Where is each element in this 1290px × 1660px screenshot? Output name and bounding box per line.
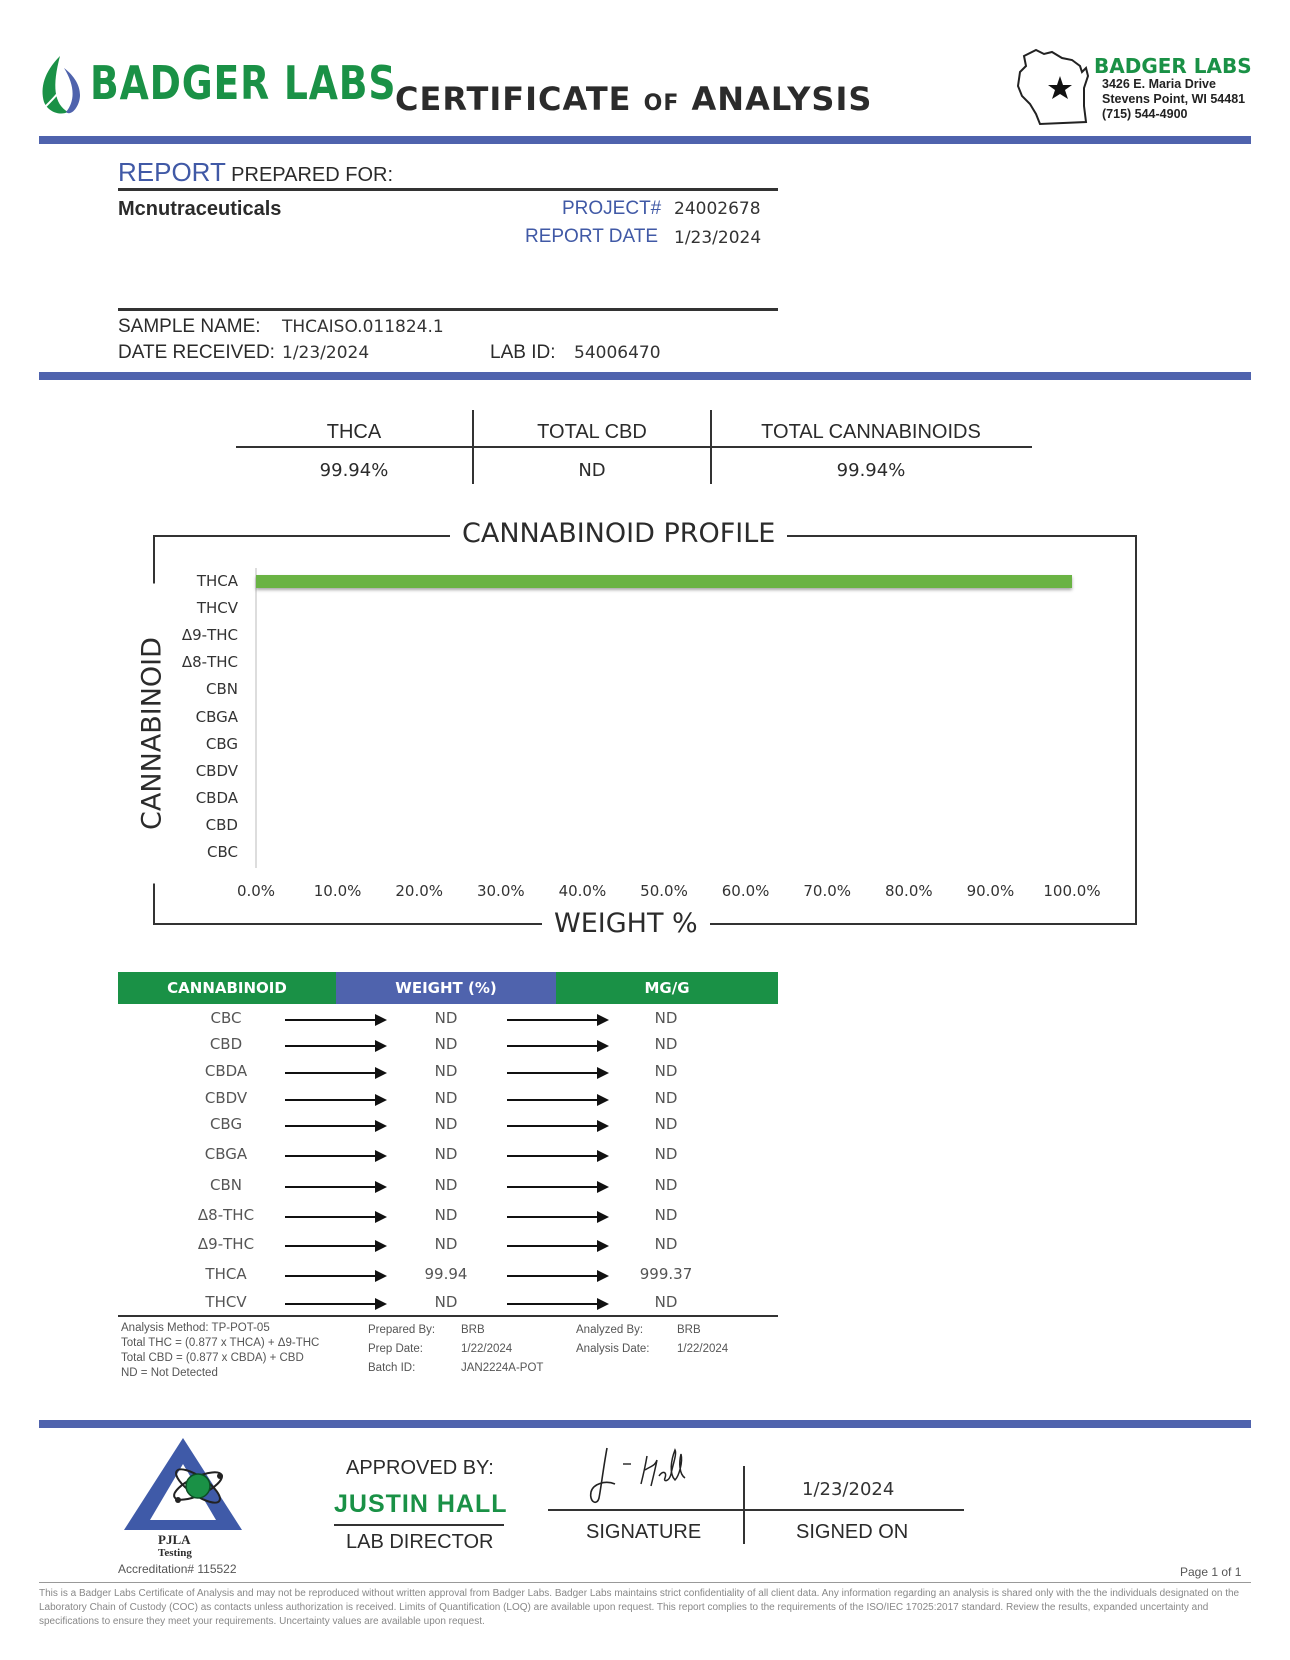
table-cell-weight: 99.94	[424, 1265, 468, 1283]
chart-category-label: THCV	[196, 599, 238, 618]
row-arrow-icon	[285, 1099, 385, 1101]
chart-category-label: CBDA	[195, 788, 238, 807]
chart-category-label: Δ8-THC	[181, 653, 238, 672]
table-cell-cannabinoid: CBG	[209, 1115, 243, 1133]
wisconsin-map-icon	[1014, 42, 1096, 128]
signature-label: SIGNATURE	[586, 1521, 702, 1543]
sample-divider	[39, 372, 1251, 380]
table-cell-mgg: ND	[654, 1062, 678, 1080]
chart-ylabel: CANNABINOID	[137, 584, 168, 884]
accreditation-number: Accreditation# 115522	[118, 1562, 237, 1576]
prep-info-labels	[368, 1321, 435, 1378]
chart-x-tick-label: 90.0%	[966, 882, 1015, 900]
row-arrow-icon	[507, 1155, 607, 1157]
table-cell-weight: ND	[434, 1145, 458, 1163]
pjla-label: PJLA	[158, 1532, 191, 1547]
date-received-label: DATE RECEIVED:	[118, 342, 275, 363]
table-cell-weight: ND	[434, 1009, 458, 1027]
analysis-notes	[121, 1321, 319, 1381]
date-received-value: 1/23/2024	[282, 343, 370, 363]
report-date-value: 1/23/2024	[674, 228, 762, 248]
document-title	[395, 80, 872, 118]
table-cell-cannabinoid: CBD	[209, 1035, 243, 1053]
prep-date-label: Prep Date:	[368, 1343, 423, 1355]
row-arrow-icon	[507, 1216, 607, 1218]
handwritten-signature	[585, 1440, 715, 1510]
chart-frame	[153, 535, 1137, 925]
row-arrow-icon	[285, 1125, 385, 1127]
table-cell-mgg: ND	[654, 1235, 678, 1253]
row-arrow-icon	[285, 1216, 385, 1218]
summary-rule	[236, 446, 1032, 448]
chart-category-label: CBC	[207, 843, 238, 861]
chart-category-label: CBD	[205, 815, 238, 834]
summary-thca-value: 99.94%	[319, 460, 389, 481]
chart-x-tick-label: 20.0%	[395, 882, 444, 900]
table-cell-weight: ND	[434, 1293, 458, 1311]
row-arrow-icon	[285, 1186, 385, 1188]
table-cell-mgg: 999.37	[639, 1265, 693, 1283]
chart-category-label: CBGA	[195, 707, 238, 726]
lab-id-value: 54006470	[574, 343, 661, 363]
table-cell-cannabinoid: CBDA	[204, 1062, 248, 1080]
chart-x-tick-label: 40.0%	[558, 882, 607, 900]
approved-by-label: APPROVED BY:	[346, 1457, 494, 1479]
table-cell-cannabinoid: CBDV	[204, 1089, 248, 1107]
table-cell-mgg: ND	[654, 1176, 678, 1194]
chart-x-tick-label: 50.0%	[640, 882, 688, 900]
chart-category-label: THCA	[196, 572, 238, 590]
prep-info-values	[461, 1321, 543, 1378]
chart-title: CANNABINOID PROFILE	[450, 518, 787, 549]
row-arrow-icon	[285, 1155, 385, 1157]
project-value: 24002678	[674, 199, 761, 219]
table-cell-cannabinoid: THCV	[205, 1293, 247, 1311]
row-arrow-icon	[507, 1099, 607, 1101]
chart-x-tick-label: 10.0%	[313, 882, 362, 900]
row-arrow-icon	[507, 1072, 607, 1074]
table-header-mgg: MG/G	[556, 972, 778, 1004]
analyzed-by-value: BRB	[677, 1324, 701, 1336]
signature-rule	[548, 1509, 964, 1511]
table-cell-weight: ND	[434, 1176, 458, 1194]
row-arrow-icon	[285, 1245, 385, 1247]
title-part-of: OF	[643, 91, 680, 116]
summary-thca-header: THCA	[326, 421, 382, 443]
chart-x-tick-label: 30.0%	[476, 882, 525, 900]
table-cell-weight: ND	[434, 1115, 458, 1133]
table-cell-weight: ND	[434, 1062, 458, 1080]
project-label: PROJECT#	[562, 198, 662, 219]
approver-rule	[334, 1524, 504, 1526]
table-cell-cannabinoid: Δ8-THC	[197, 1206, 255, 1224]
nd-definition: ND = Not Detected	[121, 1367, 218, 1379]
analyzed-by-label: Analyzed By:	[576, 1324, 644, 1336]
analysis-info-labels	[576, 1321, 650, 1359]
table-header-cannabinoid: CANNABINOID	[118, 972, 336, 1004]
table-bottom-rule	[118, 1315, 778, 1317]
table-cell-cannabinoid: CBC	[210, 1009, 242, 1027]
row-arrow-icon	[507, 1303, 607, 1305]
row-arrow-icon	[285, 1045, 385, 1047]
signed-on-label: SIGNED ON	[796, 1521, 909, 1543]
row-arrow-icon	[507, 1245, 607, 1247]
chart-x-tick-label: 80.0%	[884, 882, 933, 900]
analysis-date-label: Analysis Date:	[576, 1343, 650, 1355]
address-line-2: Stevens Point, WI 54481	[1102, 92, 1246, 106]
summary-total-cbd-header: TOTAL CBD	[537, 421, 647, 443]
row-arrow-icon	[285, 1303, 385, 1305]
signed-date: 1/23/2024	[802, 1479, 895, 1500]
total-cbd-formula: Total CBD = (0.877 x CBDA) + CBD	[121, 1352, 304, 1364]
leaf-icon	[38, 54, 83, 118]
table-cell-mgg: ND	[654, 1115, 678, 1133]
logo-text: BADGER LABS	[90, 56, 397, 110]
chart-y-axis	[255, 568, 257, 868]
footer-divider	[39, 1420, 1251, 1428]
lab-address	[1102, 77, 1245, 122]
table-cell-weight: ND	[434, 1235, 458, 1253]
signature-divider	[743, 1466, 745, 1544]
analysis-date-value: 1/22/2024	[677, 1343, 729, 1355]
report-word: REPORT	[118, 157, 226, 187]
chart-x-tick-label: 100.0%	[1043, 882, 1101, 900]
chart-x-tick-label: 60.0%	[721, 882, 770, 900]
chart-category-label: CBDV	[195, 761, 238, 780]
table-cell-mgg: ND	[654, 1206, 678, 1224]
row-arrow-icon	[507, 1045, 607, 1047]
row-arrow-icon	[285, 1019, 385, 1021]
chart-category-label: CBG	[205, 734, 238, 753]
table-cell-weight: ND	[434, 1089, 458, 1107]
table-cell-cannabinoid: Δ9-THC	[197, 1235, 255, 1253]
title-part-analysis: ANALYSIS	[691, 80, 873, 118]
sample-name-label: SAMPLE NAME:	[118, 316, 261, 337]
table-cell-weight: ND	[434, 1206, 458, 1224]
batch-id-value: JAN2224A-POT	[461, 1362, 544, 1374]
table-cell-cannabinoid: CBN	[210, 1176, 242, 1194]
chart-xlabel: WEIGHT %	[542, 908, 710, 939]
lab-id-label: LAB ID:	[490, 342, 556, 363]
analysis-info-values	[677, 1321, 728, 1359]
table-cell-mgg: ND	[654, 1145, 678, 1163]
row-arrow-icon	[507, 1019, 607, 1021]
row-arrow-icon	[507, 1125, 607, 1127]
summary-total-cannabinoids-header: TOTAL CANNABINOIDS	[761, 421, 981, 443]
row-arrow-icon	[507, 1186, 607, 1188]
prepared-for-label: PREPARED FOR:	[231, 164, 394, 186]
pjla-testing: Testing	[158, 1547, 192, 1559]
table-cell-cannabinoid: THCA	[205, 1265, 247, 1283]
chart-category-label: Δ9-THC	[181, 626, 238, 645]
prepared-by-label: Prepared By:	[368, 1324, 436, 1336]
approver-name: JUSTIN HALL	[334, 1490, 508, 1518]
chart-bar	[256, 575, 1072, 588]
table-cell-cannabinoid: CBGA	[204, 1145, 248, 1163]
header-divider	[39, 136, 1251, 144]
summary-total-cannabinoids-value: 99.94%	[836, 460, 906, 481]
chart-category-label: CBN	[206, 680, 238, 699]
row-arrow-icon	[507, 1275, 607, 1277]
table-cell-mgg: ND	[654, 1009, 678, 1027]
lab-phone: (715) 544-4900	[1102, 107, 1188, 121]
row-arrow-icon	[285, 1275, 385, 1277]
disclaimer-text: This is a Badger Labs Certificate of Analysis and may not be reproduced without written approval from Badger Labs. Badger Labs maintains strict confidentiality of all client data. Any information regarding an analysis is shared only with the the individuals designated on the Laboratory Chain of Custody (COC) as contacts unless authorization is received. Limits of Quantification (LOQ) are available upon request. This report complies to the requirements of the ISO/IEC 17025:2017 standard. Review the results, expanded uncertainty and specifications to ensure they meet your requirements. Uncertainty values are available upon request.	[39, 1588, 1240, 1627]
sample-name-value: THCAISO.011824.1	[282, 317, 444, 337]
report-date-label: REPORT DATE	[524, 226, 658, 247]
chart-x-tick-label: 0.0%	[236, 882, 276, 900]
title-part-certificate: CERTIFICATE	[395, 80, 632, 118]
lab-name: BADGER LABS	[1094, 54, 1252, 78]
chart-x-tick-label: 70.0%	[803, 882, 852, 900]
prep-date-value: 1/22/2024	[461, 1343, 513, 1355]
total-thc-formula: Total THC = (0.877 x THCA) + Δ9-THC	[121, 1337, 320, 1349]
batch-id-label: Batch ID:	[368, 1362, 416, 1374]
analysis-method: Analysis Method: TP-POT-05	[121, 1322, 270, 1334]
prepared-by-value: BRB	[461, 1324, 485, 1336]
table-header-weight: WEIGHT (%)	[336, 972, 556, 1004]
table-cell-weight: ND	[434, 1035, 458, 1053]
disclaimer-rule	[39, 1582, 1251, 1583]
table-cell-mgg: ND	[654, 1089, 678, 1107]
row-arrow-icon	[285, 1072, 385, 1074]
table-cell-mgg: ND	[654, 1293, 678, 1311]
table-cell-mgg: ND	[654, 1035, 678, 1053]
pjla-accreditation-icon	[120, 1434, 246, 1534]
sample-rule	[118, 308, 778, 311]
approver-title: LAB DIRECTOR	[346, 1531, 494, 1553]
page-number: Page 1 of 1	[1180, 1565, 1242, 1579]
report-rule	[118, 188, 778, 191]
summary-total-cbd-value: ND	[578, 460, 606, 481]
address-line-1: 3426 E. Maria Drive	[1102, 77, 1216, 91]
report-prepared-for	[118, 157, 393, 188]
client-name: Mcnutraceuticals	[118, 198, 282, 220]
